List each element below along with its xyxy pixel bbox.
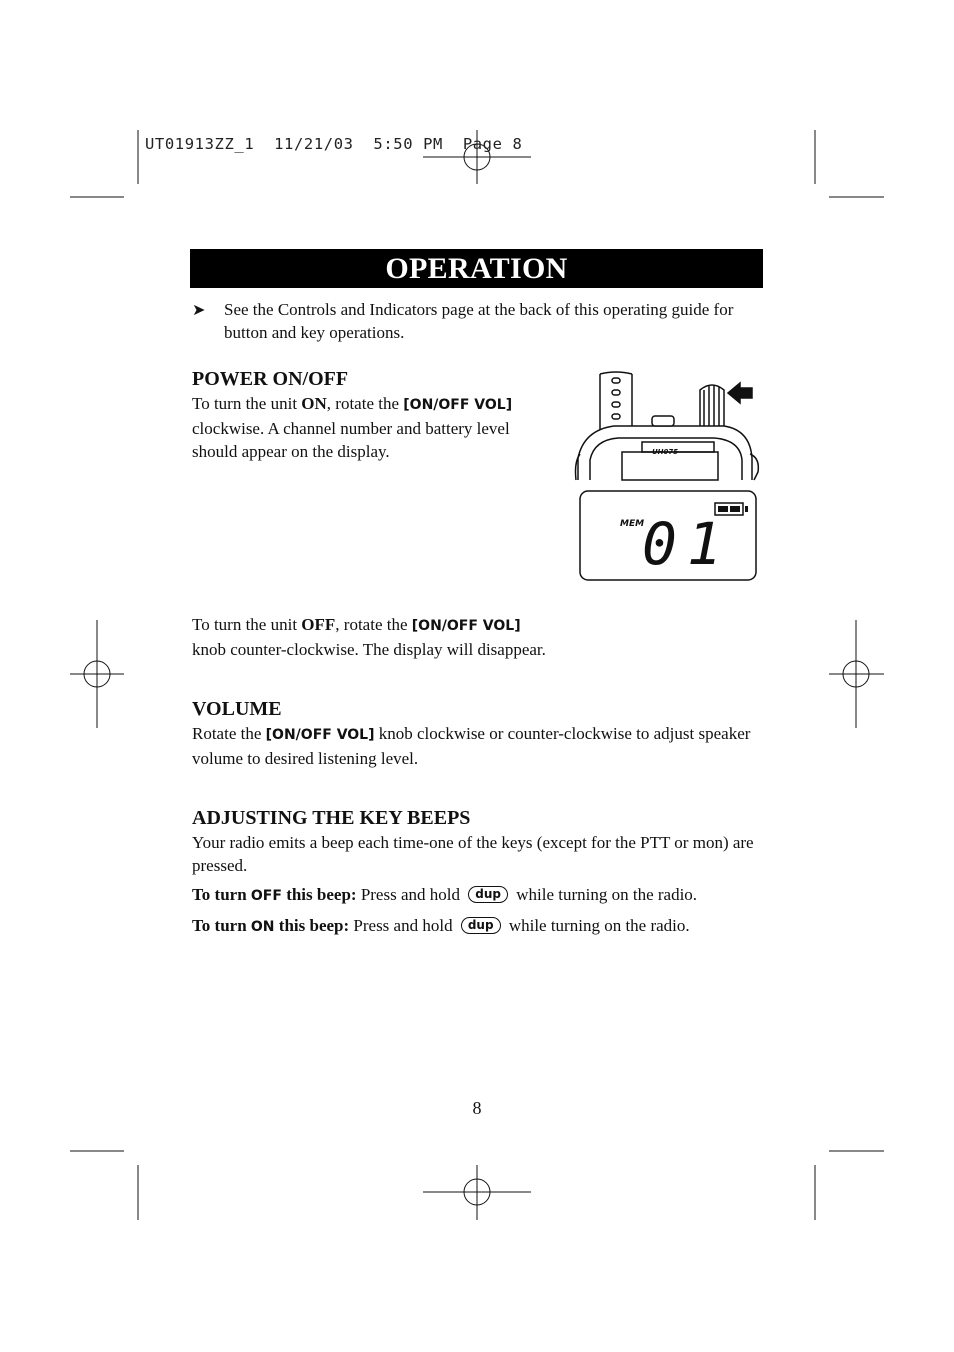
intro-text: See the Controls and Indicators page at the back of this operating guide for button and key operations. [224,300,734,342]
radio-illustration [574,368,760,584]
beep-off-label-2: OFF [250,888,282,904]
volume-key: [ON/OFF VOL] [265,727,375,743]
power-on-text [192,392,532,463]
lcd-mode-indicator: MEM [620,519,645,529]
lcd-channel-number: 01 [642,510,732,578]
power-on-keyword: ON [301,394,327,413]
beeps-section [192,807,762,939]
beep-off-label-1: To turn [192,885,251,904]
power-section [192,368,532,463]
power-on-text-2: , rotate the [326,394,404,413]
power-off-key: [ON/OFF VOL] [411,618,521,634]
power-off-text-3: knob counter-clockwise. The display will disappear. [192,640,546,659]
power-on-text-1: To turn the unit [192,394,302,413]
volume-heading: VOLUME [192,698,282,720]
beep-off-end: while turning on the radio. [511,885,698,904]
dup-key-icon: dup [468,886,508,903]
beep-on-text: Press and hold [349,916,457,935]
power-off-text-2: , rotate the [335,615,412,634]
power-off-text-1: To turn the unit [192,615,302,634]
beep-on-end: while turning on the radio. [504,916,690,935]
beep-on-label-2: ON [250,919,275,935]
beep-on-instruction [192,914,762,939]
power-off-keyword: OFF [301,615,336,634]
beeps-heading: ADJUSTING THE KEY BEEPS [192,807,471,829]
beep-off-instruction [192,883,762,908]
beep-on-label-1: To turn [192,916,251,935]
beep-on-label-3: this beep: [274,916,350,935]
beeps-body: Your radio emits a beep each time-one of the keys (except for the PTT or mon) are pressed. [192,833,754,875]
volume-text-1: Rotate the [192,724,266,743]
title-bar [190,249,763,288]
beep-off-label-3: this beep: [281,885,357,904]
power-off-text [192,613,732,661]
dup-key-icon: dup [461,917,501,934]
power-heading: POWER ON/OFF [192,368,349,390]
power-on-text-3: clockwise. A channel number and battery level should appear on the display. [192,419,510,461]
volume-text-2: knob clockwise or counter-clockwise to adjust speaker volume to desired listening level. [192,724,751,768]
print-header: UT01913ZZ_1 11/21/03 5:50 PM Page 8 [145,135,523,153]
volume-section [192,698,762,770]
power-on-key: [ON/OFF VOL] [403,397,513,413]
volume-text [192,722,762,770]
beep-off-text: Press and hold [356,885,465,904]
arrow-bullet-icon: ➤ [192,300,206,319]
page-number: 8 [472,1098,482,1118]
page-title: OPERATION [385,251,568,285]
radio-model-label: UH075 [652,448,679,456]
